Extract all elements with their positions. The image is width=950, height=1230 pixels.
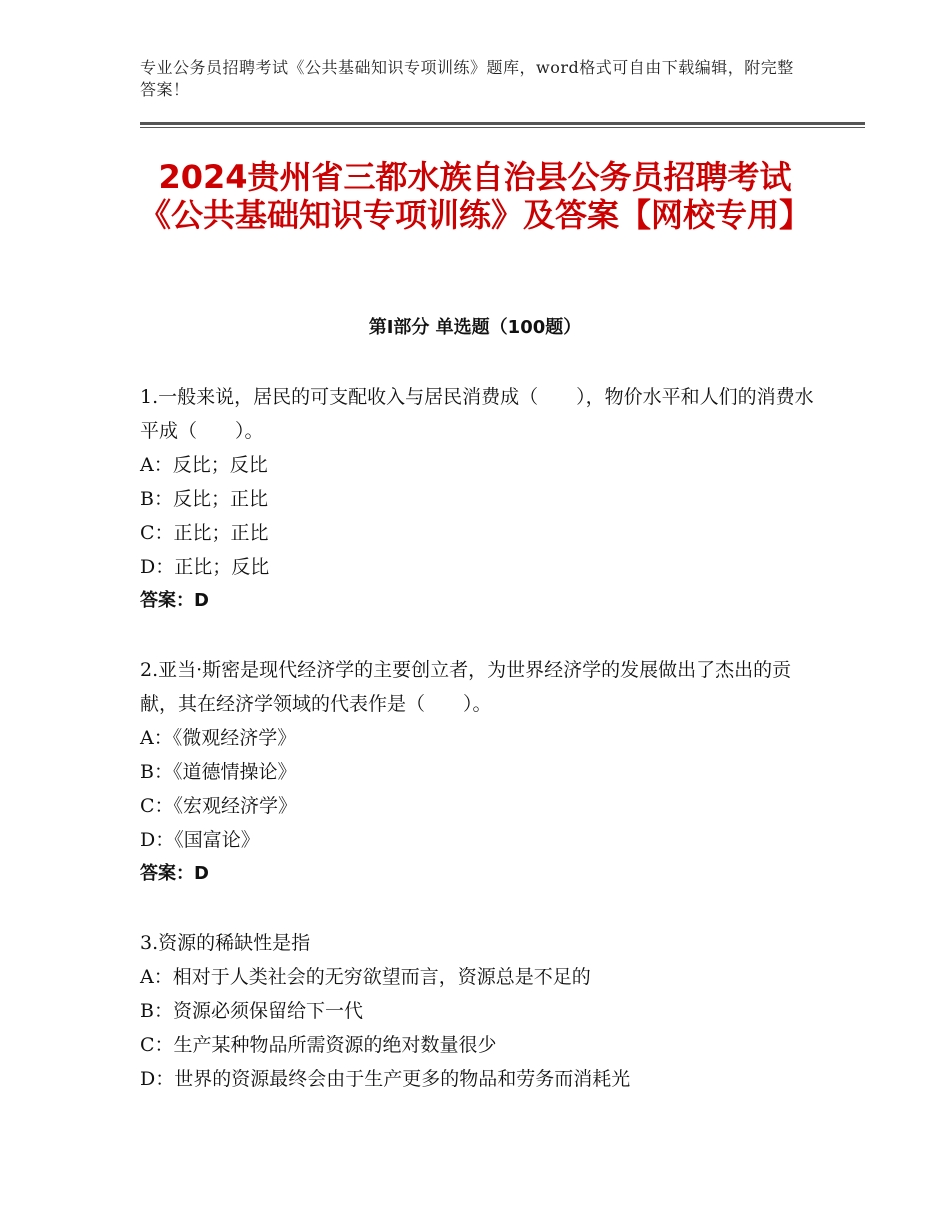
option-a: A：相对于人类社会的无穷欲望而言，资源总是不足的 [140,966,591,988]
option-c: C：正比；正比 [140,522,269,544]
option-a: A：反比；反比 [140,454,268,476]
option-c: C：《宏观经济学》 [140,795,298,817]
option-d: D：《国富论》 [140,829,260,851]
header-note: 专业公务员招聘考试《公共基础知识专项训练》题库，word格式可自由下载编辑，附完整答案！ [140,58,794,99]
option-d: D：世界的资源最终会由于生产更多的物品和劳务而消耗光 [140,1068,631,1090]
answer: 答案：D [140,590,209,611]
section-title: 第I部分 单选题（100题） [368,317,582,338]
document-title: 2024贵州省三都水族自治县公务员招聘考试《公共基础知识专项训练》及答案【网校专用】 [138,158,811,234]
option-a: A：《微观经济学》 [140,727,297,749]
option-b: B：《道德情操论》 [140,761,297,783]
answer: 答案：D [140,863,209,884]
question-1 [140,380,820,618]
header-divider-thick [140,122,865,125]
question-2 [140,653,820,891]
option-d: D：正比；反比 [140,556,270,578]
question-stem: 3.资源的稀缺性是指 [140,932,311,954]
option-b: B：资源必须保留给下一代 [140,1000,363,1022]
question-3 [140,926,820,1096]
option-b: B：反比；正比 [140,488,268,510]
option-c: C：生产某种物品所需资源的绝对数量很少 [140,1034,497,1056]
header-divider-thin [140,127,865,128]
question-stem: 2.亚当·斯密是现代经济学的主要创立者，为世界经济学的发展做出了杰出的贡献，其在经济学领域的代表作是（ ）。 [140,659,792,715]
question-stem: 1.一般来说，居民的可支配收入与居民消费成（ ），物价水平和人们的消费水平成（ ）。 [140,386,814,442]
